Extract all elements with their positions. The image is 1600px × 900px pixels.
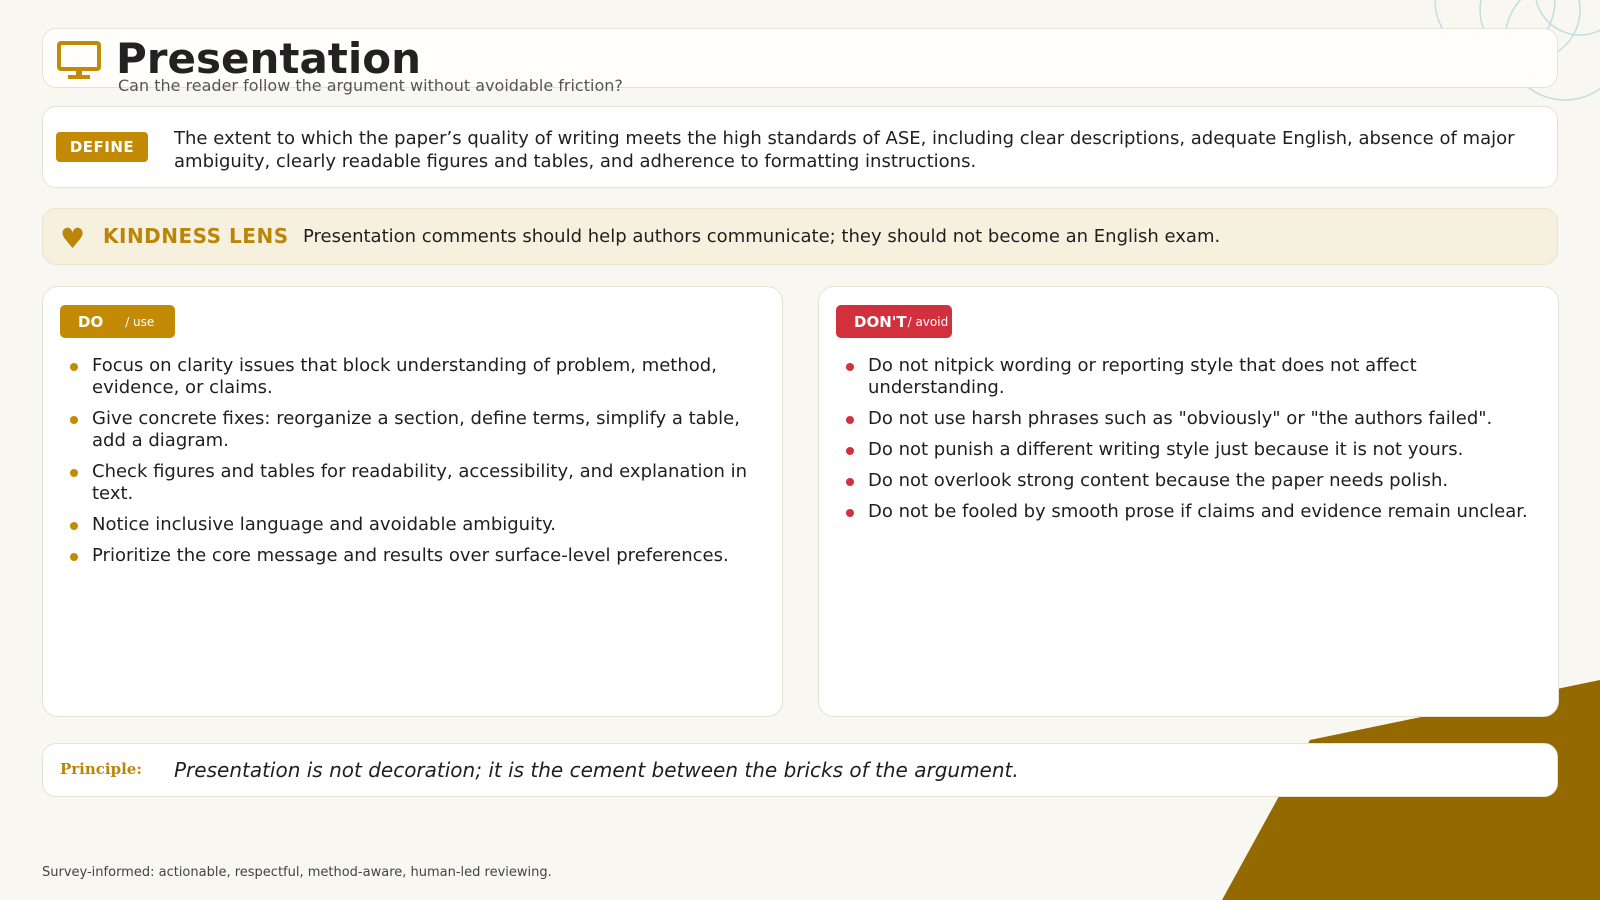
define-badge: DEFINE <box>56 132 148 162</box>
bullet-dot-icon <box>846 509 854 517</box>
dont-list <box>843 355 1543 532</box>
list-item-text: Prioritize the core message and results over surface-level preferences. <box>92 545 729 566</box>
bullet-dot-icon <box>846 478 854 486</box>
list-item <box>67 514 757 536</box>
bullet-dot-icon <box>846 447 854 455</box>
list-item-text: Do not punish a different writing style just because it is not yours. <box>868 439 1464 460</box>
monitor-icon <box>57 41 101 81</box>
dont-badge <box>836 305 952 338</box>
list-item <box>67 355 757 399</box>
dont-panel <box>818 286 1559 717</box>
page-title: Presentation <box>116 34 422 83</box>
dont-label: DON'T <box>854 312 907 331</box>
list-item <box>843 470 1543 492</box>
bullet-dot-icon <box>846 416 854 424</box>
do-sublabel: / use <box>125 314 155 329</box>
page-subtitle: Can the reader follow the argument without avoidable friction? <box>118 76 623 95</box>
principle-card <box>42 743 1558 797</box>
list-item-text: Check figures and tables for readability, accessibility, and explanation in text. <box>92 461 748 504</box>
list-item-text: Do not nitpick wording or reporting style that does not affect understanding. <box>868 355 1417 398</box>
footer-note: Survey-informed: actionable, respectful, method-aware, human-led reviewing. <box>42 865 552 880</box>
bullet-dot-icon <box>70 363 78 371</box>
kindness-lens-text: Presentation comments should help authors communicate; they should not become an English exam. <box>303 226 1221 247</box>
heart-icon: ♥ <box>60 222 86 255</box>
list-item-text: Do not use harsh phrases such as "obviously" or "the authors failed". <box>868 408 1493 429</box>
do-label: DO <box>78 312 104 331</box>
bullet-dot-icon <box>70 416 78 424</box>
do-list <box>67 355 757 576</box>
bullet-dot-icon <box>70 553 78 561</box>
dont-sublabel: / avoid <box>907 314 949 329</box>
list-item-text: Do not overlook strong content because the paper needs polish. <box>868 470 1449 491</box>
list-item-text: Do not be fooled by smooth prose if claims and evidence remain unclear. <box>868 501 1528 522</box>
define-text: The extent to which the paper’s quality of writing meets the high standards of ASE, including clear descriptions, adequate English, absence of major ambiguity, clearly readable figures and tables, and adherence to formatting instructions. <box>174 128 1515 172</box>
bullet-dot-icon <box>70 469 78 477</box>
list-item-text: Give concrete fixes: reorganize a section, define terms, simplify a table, add a diagram. <box>92 408 740 451</box>
principle-text: Presentation is not decoration; it is the cement between the bricks of the argument. <box>174 758 1019 782</box>
kindness-lens-label: KINDNESS LENS <box>103 224 289 248</box>
list-item <box>843 439 1543 461</box>
list-item-text: Focus on clarity issues that block understanding of problem, method, evidence, or claims. <box>92 355 717 398</box>
bullet-dot-icon <box>70 522 78 530</box>
define-card <box>42 106 1558 188</box>
principle-label: Principle: <box>60 760 142 778</box>
list-item <box>843 355 1543 399</box>
list-item <box>843 501 1543 523</box>
list-item <box>67 461 757 505</box>
bullet-dot-icon <box>846 363 854 371</box>
do-badge <box>60 305 175 338</box>
kindness-lens-card <box>42 208 1558 265</box>
do-panel <box>42 286 783 717</box>
list-item-text: Notice inclusive language and avoidable ambiguity. <box>92 514 556 535</box>
list-item <box>67 408 757 452</box>
list-item <box>843 408 1543 430</box>
list-item <box>67 545 757 567</box>
